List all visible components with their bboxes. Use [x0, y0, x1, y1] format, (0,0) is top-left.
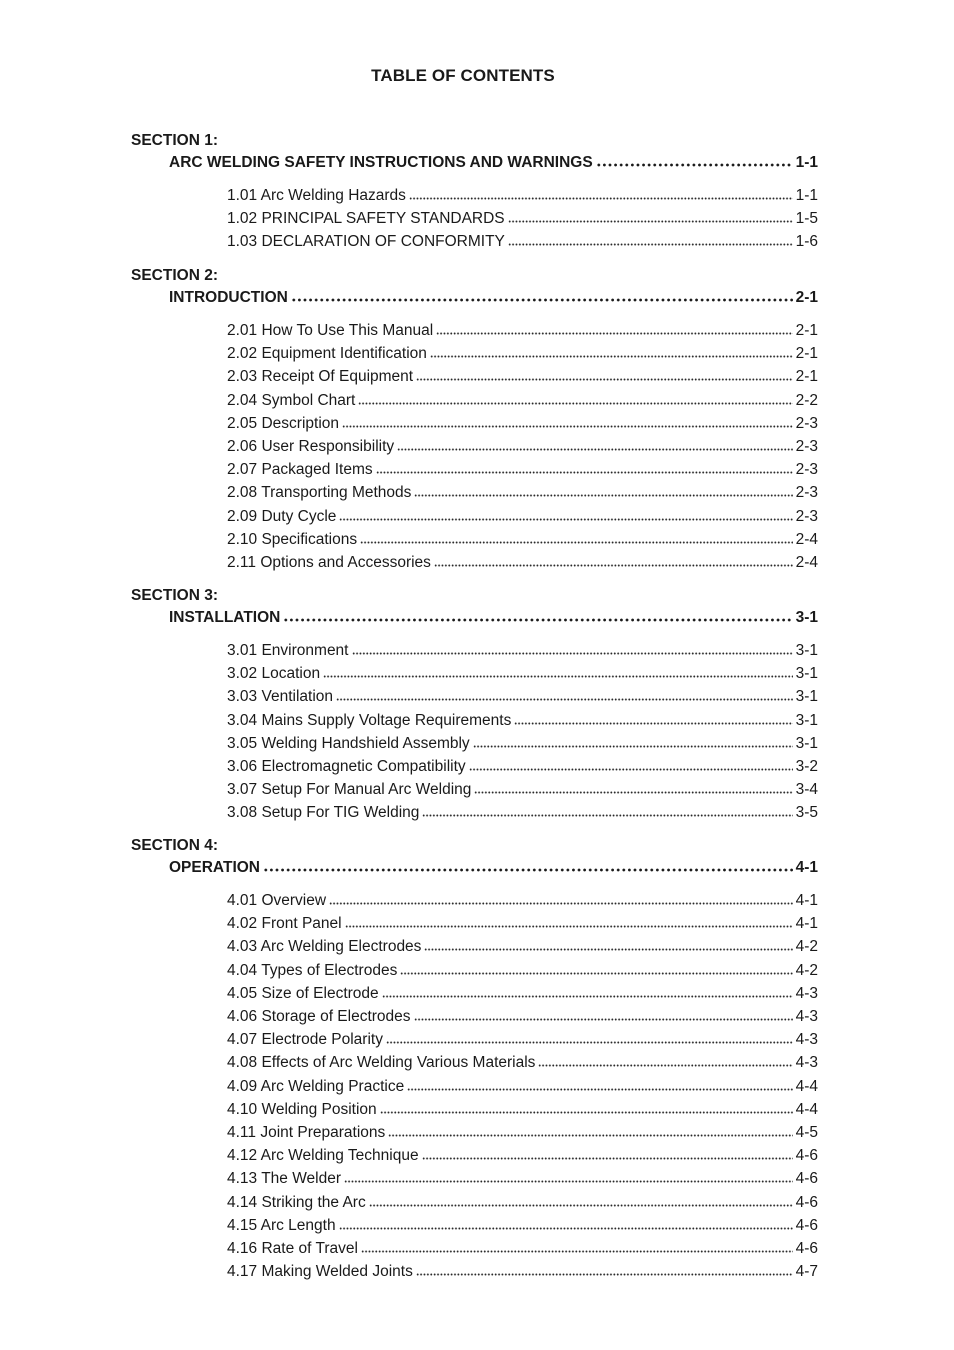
page-number: 4-4 — [795, 1078, 818, 1095]
page-number: 2-3 — [795, 461, 818, 478]
dot-leader — [388, 1123, 792, 1137]
toc-entry-title: 4.03 Arc Welding Electrodes — [227, 938, 422, 955]
dot-leader — [514, 711, 792, 725]
page-number: 4-3 — [795, 1054, 818, 1071]
toc-entry-title: 3.02 Location — [227, 665, 321, 682]
dot-leader — [473, 734, 793, 748]
toc-entry[interactable] — [227, 209, 818, 229]
toc-entry[interactable] — [227, 437, 818, 457]
toc-entry-title: 4.14 Striking the Arc — [227, 1194, 366, 1211]
page-number: 4-2 — [795, 962, 818, 979]
toc-entry-title: 4.07 Electrode Polarity — [227, 1031, 383, 1048]
page-number: 1-1 — [795, 154, 818, 171]
toc-entry[interactable] — [227, 1030, 818, 1050]
toc-entry-title: 4.11 Joint Preparations — [227, 1124, 386, 1141]
page-number: 3-1 — [795, 688, 818, 705]
dot-leader — [430, 344, 793, 358]
toc-entry-title: 2.06 User Responsibility — [227, 438, 395, 455]
dot-leader — [323, 664, 793, 678]
toc-entry[interactable] — [227, 483, 818, 503]
toc-entry-title: 4.01 Overview — [227, 892, 327, 909]
toc-entry-title: 2.02 Equipment Identification — [227, 345, 427, 362]
toc-entry-title: 2.10 Specifications — [227, 531, 358, 548]
toc-entry[interactable] — [227, 530, 818, 550]
toc-entry-title: 3.01 Environment — [227, 642, 349, 659]
dot-leader — [336, 687, 793, 701]
toc-entry-title: 2.04 Symbol Chart — [227, 392, 356, 409]
toc-entry-title: 4.10 Welding Position — [227, 1101, 377, 1118]
toc-entry[interactable] — [227, 321, 818, 341]
page-number: 4-3 — [795, 985, 818, 1002]
toc-entry[interactable] — [227, 414, 818, 434]
page-number: 4-3 — [795, 1008, 818, 1025]
toc-entry[interactable] — [227, 664, 818, 684]
dot-leader — [474, 780, 792, 794]
toc-entry[interactable] — [227, 641, 818, 661]
section-heading: INSTALLATION — [169, 609, 281, 626]
section-label: SECTION 4: — [131, 837, 218, 854]
toc-entry[interactable] — [227, 367, 818, 387]
page-number: 4-1 — [795, 859, 818, 876]
toc-entry[interactable] — [227, 1077, 818, 1097]
toc-entry[interactable] — [227, 232, 818, 252]
toc-entry[interactable] — [227, 1262, 818, 1282]
page-number: 2-1 — [795, 368, 818, 385]
toc-entry-title: 4.09 Arc Welding Practice — [227, 1078, 405, 1095]
toc-entry[interactable] — [227, 1193, 818, 1213]
toc-entry[interactable] — [227, 460, 818, 480]
toc-entry-title: 1.02 PRINCIPAL SAFETY STANDARDS — [227, 210, 505, 227]
toc-entry-title: 4.04 Types of Electrodes — [227, 962, 398, 979]
page-number: 3-1 — [795, 712, 818, 729]
dot-leader — [283, 608, 792, 622]
dot-leader — [352, 641, 793, 655]
toc-entry[interactable] — [227, 937, 818, 957]
page-number: 3-1 — [795, 642, 818, 659]
toc-entry-title: 4.05 Size of Electrode — [227, 985, 379, 1002]
section-heading: OPERATION — [169, 859, 260, 876]
toc-entry[interactable] — [227, 734, 818, 754]
toc-entry-title: 2.08 Transporting Methods — [227, 484, 412, 501]
section-heading: INTRODUCTION — [169, 289, 288, 306]
dot-leader — [369, 1193, 793, 1207]
page-number: 4-7 — [795, 1263, 818, 1280]
page-number: 3-5 — [795, 804, 818, 821]
dot-leader — [386, 1030, 793, 1044]
toc-entry-title: 2.09 Duty Cycle — [227, 508, 337, 525]
dot-leader — [424, 937, 792, 951]
dot-leader — [329, 891, 793, 905]
toc-entry-title: 4.12 Arc Welding Technique — [227, 1147, 419, 1164]
dot-leader — [422, 803, 792, 817]
toc-entry[interactable] — [227, 1239, 818, 1259]
dot-leader — [345, 914, 793, 928]
toc-entry-title: 3.05 Welding Handshield Assembly — [227, 735, 470, 752]
page-number: 4-5 — [795, 1124, 818, 1141]
page-number: 2-1 — [795, 289, 818, 306]
toc-entry[interactable] — [227, 1216, 818, 1236]
dot-leader — [380, 1100, 793, 1114]
dot-leader — [361, 1239, 793, 1253]
section-heading-row[interactable] — [169, 608, 818, 628]
toc-entry-title: 4.13 The Welder — [227, 1170, 342, 1187]
toc-entry-title: 3.03 Ventilation — [227, 688, 334, 705]
page-number: 4-6 — [795, 1217, 818, 1234]
toc-entry[interactable] — [227, 507, 818, 527]
page-number: 2-4 — [795, 531, 818, 548]
dot-leader — [291, 288, 793, 302]
section-heading-row[interactable] — [169, 858, 818, 878]
toc-entry[interactable] — [227, 1146, 818, 1166]
dot-leader — [263, 858, 793, 872]
toc-entry[interactable] — [227, 757, 818, 777]
dot-leader — [422, 1146, 793, 1160]
toc-entry[interactable] — [227, 1053, 818, 1073]
section-label: SECTION 1: — [131, 132, 218, 149]
dot-leader — [434, 553, 793, 567]
dot-leader — [414, 1007, 793, 1021]
dot-leader — [407, 1077, 792, 1091]
toc-entry-title: 3.07 Setup For Manual Arc Welding — [227, 781, 472, 798]
dot-leader — [400, 961, 792, 975]
section-label: SECTION 3: — [131, 587, 218, 604]
page-number: 4-4 — [795, 1101, 818, 1118]
dot-leader — [358, 391, 792, 405]
page-number: 3-4 — [795, 781, 818, 798]
toc-entry[interactable] — [227, 711, 818, 731]
dot-leader — [382, 984, 793, 998]
page-number: 1-5 — [795, 210, 818, 227]
page-number: 4-1 — [795, 892, 818, 909]
page-number: 2-3 — [795, 415, 818, 432]
dot-leader — [397, 437, 792, 451]
toc-entry-title: 1.01 Arc Welding Hazards — [227, 187, 406, 204]
toc-entry-title: 4.16 Rate of Travel — [227, 1240, 358, 1257]
page-number: 2-2 — [795, 392, 818, 409]
toc-entry[interactable] — [227, 1100, 818, 1120]
page-number: 4-3 — [795, 1031, 818, 1048]
dot-leader — [469, 757, 793, 771]
toc-entry[interactable] — [227, 780, 818, 800]
toc-entry-title: 3.04 Mains Supply Voltage Requirements — [227, 712, 512, 729]
page-number: 4-1 — [795, 915, 818, 932]
toc-entry-title: 2.05 Description — [227, 415, 340, 432]
toc-entry[interactable] — [227, 1007, 818, 1027]
page-number: 1-6 — [795, 233, 818, 250]
toc-entry[interactable] — [227, 1169, 818, 1189]
page-number: 3-2 — [795, 758, 818, 775]
page-number: 4-6 — [795, 1147, 818, 1164]
toc-entry-title: 4.02 Front Panel — [227, 915, 342, 932]
toc-entry[interactable] — [227, 553, 818, 573]
dot-leader — [436, 321, 792, 335]
dot-leader — [416, 1262, 793, 1276]
toc-entry-title: 2.07 Packaged Items — [227, 461, 373, 478]
toc-entry[interactable] — [227, 803, 818, 823]
dot-leader — [508, 232, 793, 246]
page-number: 2-3 — [795, 508, 818, 525]
page-number: 3-1 — [795, 735, 818, 752]
toc-entry[interactable] — [227, 891, 818, 911]
toc-entry-title: 3.06 Electromagnetic Compatibility — [227, 758, 466, 775]
dot-leader — [508, 209, 793, 223]
page-number: 3-1 — [795, 609, 818, 626]
dot-leader — [538, 1053, 792, 1067]
page-number: 4-2 — [795, 938, 818, 955]
toc-entry-title: 4.17 Making Welded Joints — [227, 1263, 413, 1280]
toc-entry[interactable] — [227, 961, 818, 981]
page-number: 2-4 — [795, 554, 818, 571]
section-heading-row[interactable] — [169, 288, 818, 308]
page-number: 4-6 — [795, 1240, 818, 1257]
dot-leader — [360, 530, 792, 544]
toc-entry-title: 2.03 Receipt Of Equipment — [227, 368, 414, 385]
dot-leader — [339, 1216, 793, 1230]
toc-entry-title: 4.08 Effects of Arc Welding Various Materials — [227, 1054, 536, 1071]
toc-entry[interactable] — [227, 687, 818, 707]
dot-leader — [414, 483, 792, 497]
toc-entry-title: 4.15 Arc Length — [227, 1217, 336, 1234]
page-number: 3-1 — [795, 665, 818, 682]
toc-entry-title: 1.03 DECLARATION OF CONFORMITY — [227, 233, 505, 250]
toc-entry-title: 3.08 Setup For TIG Welding — [227, 804, 420, 821]
page-number: 2-3 — [795, 438, 818, 455]
dot-leader — [416, 367, 792, 381]
toc-entry[interactable] — [227, 391, 818, 411]
toc-entry-title: 4.06 Storage of Electrodes — [227, 1008, 411, 1025]
page-number: 4-6 — [795, 1170, 818, 1187]
toc-entry[interactable] — [227, 186, 818, 206]
page-title: TABLE OF CONTENTS — [371, 66, 555, 85]
toc-entry-title: 2.01 How To Use This Manual — [227, 322, 434, 339]
dot-leader — [339, 507, 792, 521]
section-heading: ARC WELDING SAFETY INSTRUCTIONS AND WARNINGS — [169, 154, 593, 171]
dot-leader — [596, 153, 793, 167]
toc-entry[interactable] — [227, 1123, 818, 1143]
page-number: 2-3 — [795, 484, 818, 501]
toc-entry-title: 2.11 Options and Accessories — [227, 554, 431, 571]
section-heading-row[interactable] — [169, 153, 818, 173]
toc-entry[interactable] — [227, 344, 818, 364]
toc-entry[interactable] — [227, 984, 818, 1004]
section-label: SECTION 2: — [131, 267, 218, 284]
page-number: 2-1 — [795, 345, 818, 362]
dot-leader — [409, 186, 793, 200]
dot-leader — [376, 460, 793, 474]
page-number: 2-1 — [795, 322, 818, 339]
dot-leader — [342, 414, 793, 428]
page-number: 1-1 — [795, 187, 818, 204]
dot-leader — [344, 1169, 793, 1183]
toc-entry[interactable] — [227, 914, 818, 934]
page-number: 4-6 — [795, 1194, 818, 1211]
